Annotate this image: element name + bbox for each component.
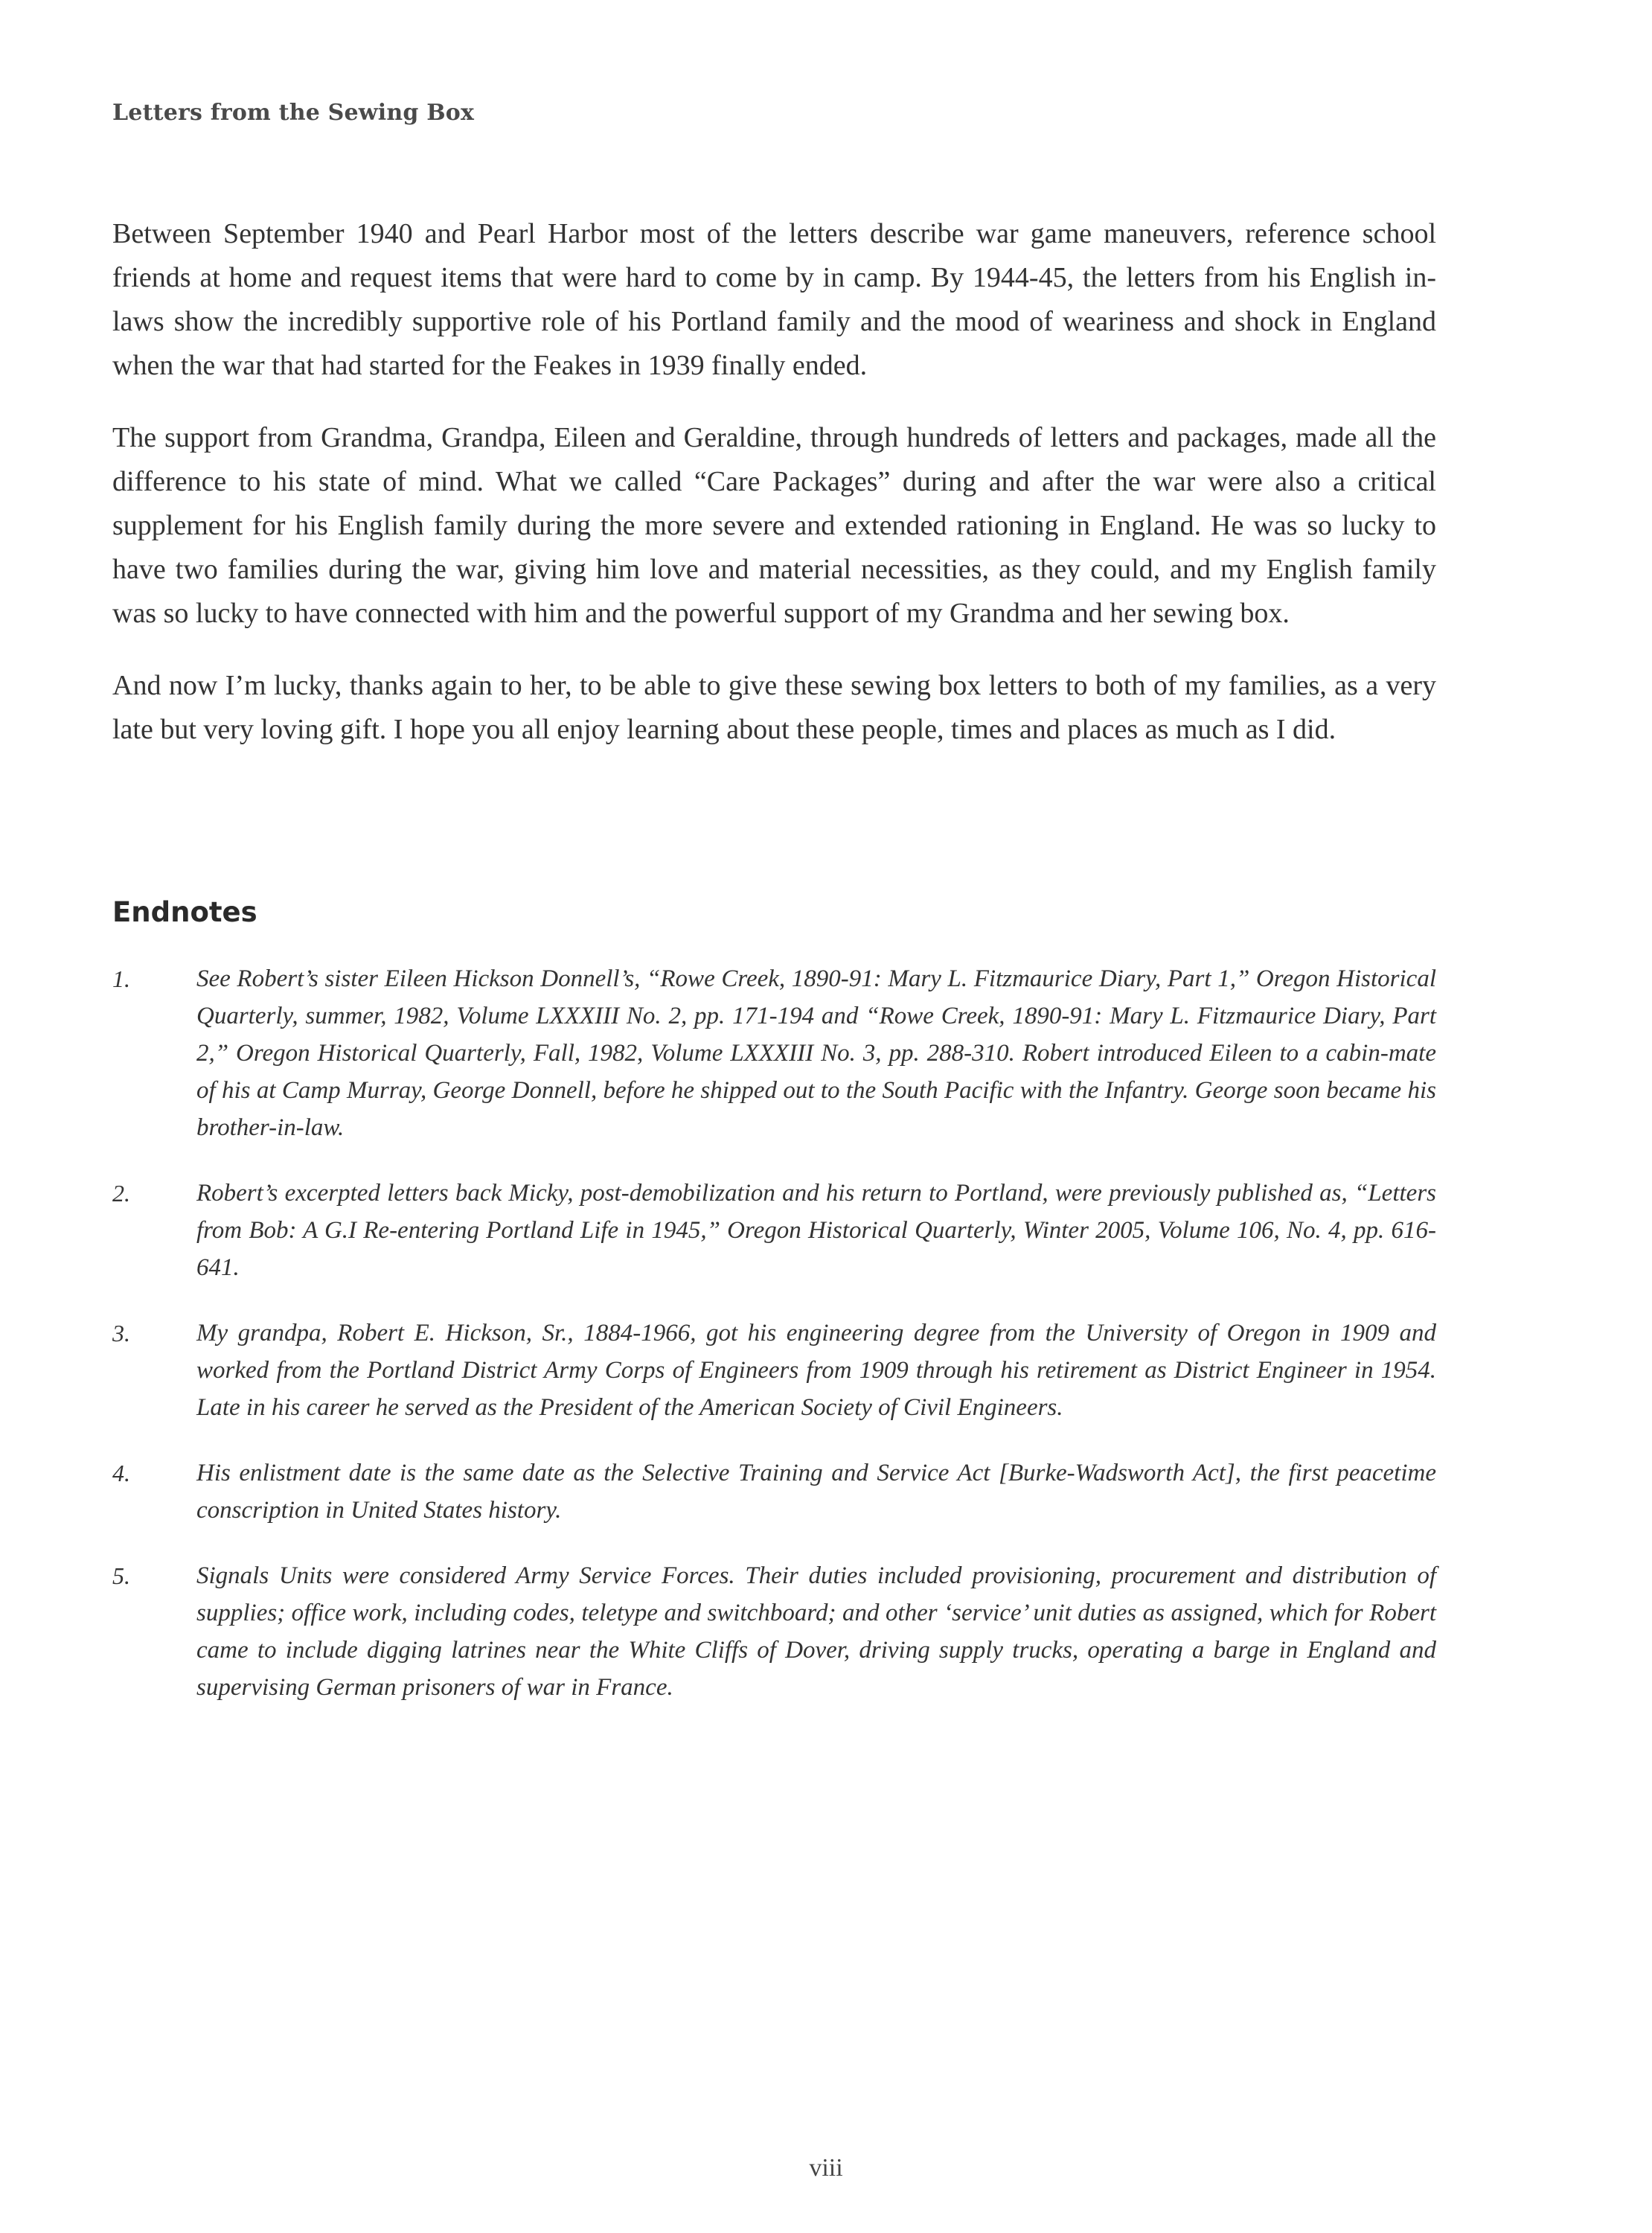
paragraph: And now I’m lucky, thanks again to her, to be able to give these sewing box letters to both of my families, as a very late but very loving gift. I hope you all enjoy learning about these people, times and places as much as I did. (112, 670, 1436, 745)
endnote-number: 5. (112, 1562, 130, 1589)
paragraph: Between September 1940 and Pearl Harbor most of the letters describe war game maneuvers, reference school friends at home and request items that were hard to come by in camp. By 1944-45, the letters from his English in-laws show the incredibly supportive role of his Portland family and the mood of weariness and shock in England when the war that had started for the Feakes in 1939 finally ended. (112, 218, 1436, 381)
endnote-item (112, 1557, 1436, 1706)
paragraph: The support from Grandma, Grandpa, Eileen and Geraldine, through hundreds of letters and packages, made all the difference to his state of mind. What we called “Care Packages” during and after the war were also a critical supplement for his English family during the more severe and extended rationing in England. He was so lucky to have two families during the war, giving him love and material necessities, as they could, and my English family was so lucky to have connected with him and the powerful support of my Grandma and her sewing box. (112, 422, 1436, 629)
body-text (112, 212, 1436, 780)
endnote-number: 2. (112, 1180, 130, 1207)
endnote-text: Signals Units were considered Army Service Forces. Their duties included provisioning, procurement and distribution of supplies; office work, including codes, teletype and switchboard; and other ‘service’ unit duties as assigned, which for Robert came to include digging latrines near the White Cliffs of Dover, driving supply trucks, operating a barge in England and supervising German prisoners of war in France. (196, 1562, 1436, 1701)
endnotes-heading: Endnotes (112, 896, 257, 928)
running-header-title: Letters from the Sewing Box (112, 100, 475, 126)
endnote-text: Robert’s excerpted letters back Micky, post-demobilization and his return to Portland, were previously published as, “Letters from Bob: A G.I Re-entering Portland Life in 1945,” Oregon Historical Quarterly, Winter 2005, Volume 106, No. 4, pp. 616-641. (196, 1180, 1436, 1281)
endnote-number: 3. (112, 1320, 130, 1346)
endnote-item (112, 1454, 1436, 1529)
endnote-text: His enlistment date is the same date as the Selective Training and Service Act [Burke-Wadsworth Act], the first peacetime conscription in United States history. (196, 1460, 1436, 1524)
endnote-item (112, 1314, 1436, 1426)
endnote-text: See Robert’s sister Eileen Hickson Donnell’s, “Rowe Creek, 1890-91: Mary L. Fitzmaurice Diary, Part 1,” Oregon Historical Quarterly, summer, 1982, Volume LXXXIII No. 2, pp. 171-194 and “Rowe Creek, 1890-91: Mary L. Fitzmaurice Diary, Part 2,” Oregon Historical Quarterly, Fall, 1982, Volume LXXXIII No. 3, pp. 288-310. Robert introduced Eileen to a cabin-mate of his at Camp Murray, George Donnell, before he shipped out to the South Pacific with the Infantry. George soon became his brother-in-law. (196, 965, 1436, 1141)
endnote-text: My grandpa, Robert E. Hickson, Sr., 1884-1966, got his engineering degree from the University of Oregon in 1909 and worked from the Portland District Army Corps of Engineers from 1909 through his retirement as District Engineer in 1954. Late in his career he served as the President of the American Society of Civil Engineers. (196, 1320, 1436, 1421)
endnote-number: 4. (112, 1460, 130, 1486)
endnotes-list (112, 960, 1436, 1734)
endnote-number: 1. (112, 965, 130, 992)
endnote-item (112, 1175, 1436, 1286)
endnote-item (112, 960, 1436, 1146)
page-number: viii (809, 2154, 843, 2182)
